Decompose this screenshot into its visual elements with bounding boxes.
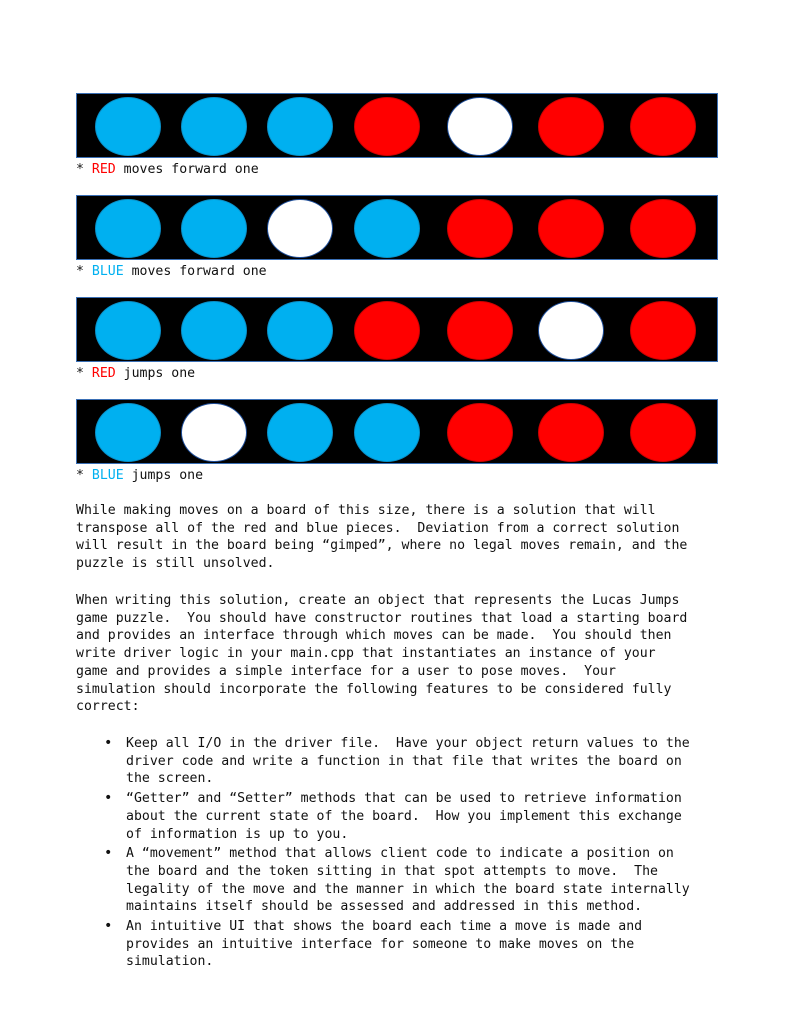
caption-rest: moves forward one xyxy=(115,162,259,177)
red-piece xyxy=(447,301,513,360)
bullet-icon: • xyxy=(104,918,113,935)
red-piece xyxy=(630,199,696,258)
red-piece xyxy=(354,301,420,360)
list-item-text: Keep all I/O in the driver file. Have your object return values to the driver code and write a function in that file that writes the board on the screen. xyxy=(126,736,690,787)
list-item-text: An intuitive UI that shows the board each time a move is made and provides an intuitive interface for someone to make moves on the simulation. xyxy=(126,919,643,970)
caption-3 xyxy=(76,365,195,382)
paragraph-instructions: When writing this solution, create an object that represents the Lucas Jumps game puzzle. You should have constructor routines that load a starting board and provides an interface through which moves can be made. You should then write driver logic in your main.cpp that instantiates an instance of your game and provides a simple interface for a user to pose moves. Your simulation should incorporate the following features to be considered fully correct: xyxy=(76,593,688,715)
red-piece xyxy=(538,97,604,156)
caption-rest: jumps one xyxy=(123,468,204,483)
caption-piece: RED xyxy=(91,366,116,381)
list-item xyxy=(104,918,744,971)
caption-piece: RED xyxy=(91,162,116,177)
paragraph-solution: While making moves on a board of this size, there is a solution that will transpose all of the red and blue pieces. Deviation from a correct solution will result in the board being “gimped”, where no legal moves remain, and the puzzle is still unsolved. xyxy=(76,503,688,572)
board-4 xyxy=(76,399,718,464)
blue-piece xyxy=(267,301,333,360)
caption-piece: BLUE xyxy=(91,468,124,483)
red-piece xyxy=(354,97,420,156)
blue-piece xyxy=(95,403,161,462)
blue-piece xyxy=(95,97,161,156)
blue-piece xyxy=(267,403,333,462)
blue-piece xyxy=(95,301,161,360)
blue-piece xyxy=(181,97,247,156)
caption-1 xyxy=(76,161,259,178)
caption-prefix: * xyxy=(76,366,92,381)
caption-rest: jumps one xyxy=(115,366,196,381)
empty-slot xyxy=(538,301,604,360)
blue-piece xyxy=(267,97,333,156)
list-item-text: “Getter” and “Setter” methods that can be used to retrieve information about the current state of the board. How you implement this exchange of information is up to you. xyxy=(126,791,682,842)
bullet-icon: • xyxy=(104,735,113,751)
list-item-text: A “movement” method that allows client code to indicate a position on the board and the token sitting in that spot attempts to move. The legality of the move and the manner in which the board state internally maintains itself should be assessed and addressed in this method. xyxy=(126,846,690,915)
caption-prefix: * xyxy=(76,162,92,177)
caption-rest: moves forward one xyxy=(123,264,267,279)
blue-piece xyxy=(354,403,420,462)
red-piece xyxy=(538,199,604,258)
empty-slot xyxy=(267,199,333,258)
red-piece xyxy=(630,301,696,360)
blue-piece xyxy=(354,199,420,258)
red-piece xyxy=(630,403,696,462)
board-2 xyxy=(76,195,718,260)
bullet-icon: • xyxy=(104,845,113,862)
red-piece xyxy=(630,97,696,156)
list-item xyxy=(104,735,744,788)
caption-prefix: * xyxy=(76,468,92,483)
caption-prefix: * xyxy=(76,264,92,279)
red-piece xyxy=(447,403,513,462)
board-3 xyxy=(76,297,718,362)
empty-slot xyxy=(181,403,247,462)
caption-piece: BLUE xyxy=(91,264,124,279)
red-piece xyxy=(538,403,604,462)
blue-piece xyxy=(181,301,247,360)
list-item xyxy=(104,790,744,843)
caption-2 xyxy=(76,263,267,280)
blue-piece xyxy=(181,199,247,258)
bullet-icon: • xyxy=(104,790,113,807)
red-piece xyxy=(447,199,513,258)
requirements-list xyxy=(104,735,744,973)
blue-piece xyxy=(95,199,161,258)
caption-4 xyxy=(76,467,203,484)
empty-slot xyxy=(447,97,513,156)
list-item xyxy=(104,845,744,916)
board-1 xyxy=(76,93,718,158)
